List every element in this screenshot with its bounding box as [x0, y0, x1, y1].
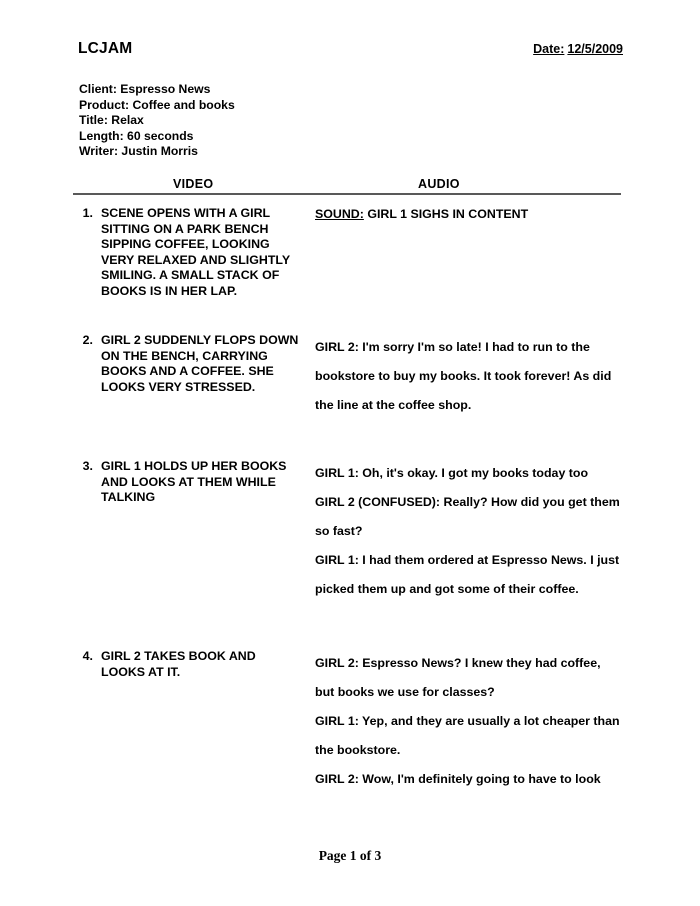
page-footer — [0, 847, 700, 865]
audio-cell — [315, 333, 621, 420]
meta-line-title: Title: Relax — [79, 113, 144, 128]
audio-line — [315, 333, 621, 420]
audio-line — [315, 488, 621, 546]
video-cell — [75, 649, 303, 680]
video-cell — [75, 459, 303, 506]
meta-line-client: Client: Espresso News — [79, 82, 211, 96]
date-label: Date: — [533, 42, 565, 56]
audio-line-text: GIRL 1: Oh, it's okay. I got my books today too — [315, 466, 589, 480]
meta-line-length: Length: 60 seconds — [79, 128, 194, 143]
page-title: LCJAM — [78, 40, 133, 57]
audio-line-text: GIRL 2: Wow, I'm definitely going to have to look — [315, 772, 601, 786]
audio-line — [315, 546, 621, 604]
audio-line — [315, 206, 621, 222]
audio-line-text: GIRL 2 (CONFUSED): Really? How did you get them so fast? — [315, 495, 620, 538]
audio-line — [315, 707, 621, 765]
audio-line-text: GIRL 1: I had them ordered at Espresso News. I just picked them up and got some of their coffee. — [315, 553, 620, 596]
audio-cell — [315, 459, 621, 604]
scene-number: 1. — [82, 206, 93, 220]
video-description: GIRL 2 SUDDENLY FLOPS DOWN ON THE BENCH, CARRYING BOOKS AND A COFFEE. SHE LOOKS VERY STRESSED. — [101, 333, 299, 394]
meta-line-writer: Writer: Justin Morris — [79, 144, 198, 159]
meta-line-product: Product: Coffee and books — [79, 97, 235, 112]
scene-number: 2. — [82, 333, 93, 347]
column-header-video: VIDEO — [173, 177, 214, 191]
scene-number: 3. — [82, 459, 93, 473]
video-description: SCENE OPENS WITH A GIRL SITTING ON A PARK BENCH SIPPING COFFEE, LOOKING VERY RELAXED AND SLIGHTLY SMILING. A SMALL STACK OF BOOKS IS IN HER LAP. — [101, 206, 290, 298]
audio-line-text: GIRL 2: I'm sorry I'm so late! I had to run to the bookstore to buy my books. It took forever! As did the line at the coffee shop. — [315, 340, 612, 412]
audio-cell — [315, 649, 621, 794]
date-value: 12/5/2009 — [567, 42, 623, 56]
audio-line-text: GIRL 1 SIGHS IN CONTENT — [363, 207, 529, 221]
page-number-text: Page 1 of 3 — [318, 848, 382, 863]
audio-line — [315, 649, 621, 707]
audio-line-text: GIRL 2: Espresso News? I knew they had coffee, but books we use for classes? — [315, 656, 601, 699]
video-description: GIRL 1 HOLDS UP HER BOOKS AND LOOKS AT THEM WHILE TALKING — [101, 459, 287, 504]
sound-cue-label: SOUND: — [315, 207, 364, 221]
audio-line-text: GIRL 1: Yep, and they are usually a lot cheaper than the bookstore. — [315, 714, 620, 757]
audio-line — [315, 459, 621, 488]
video-description: GIRL 2 TAKES BOOK AND LOOKS AT IT. — [101, 649, 256, 679]
video-cell — [75, 333, 303, 395]
video-cell — [75, 206, 303, 299]
column-header-audio: AUDIO — [418, 177, 460, 191]
audio-line — [315, 765, 621, 794]
audio-cell — [315, 206, 621, 222]
scene-number: 4. — [82, 649, 93, 663]
